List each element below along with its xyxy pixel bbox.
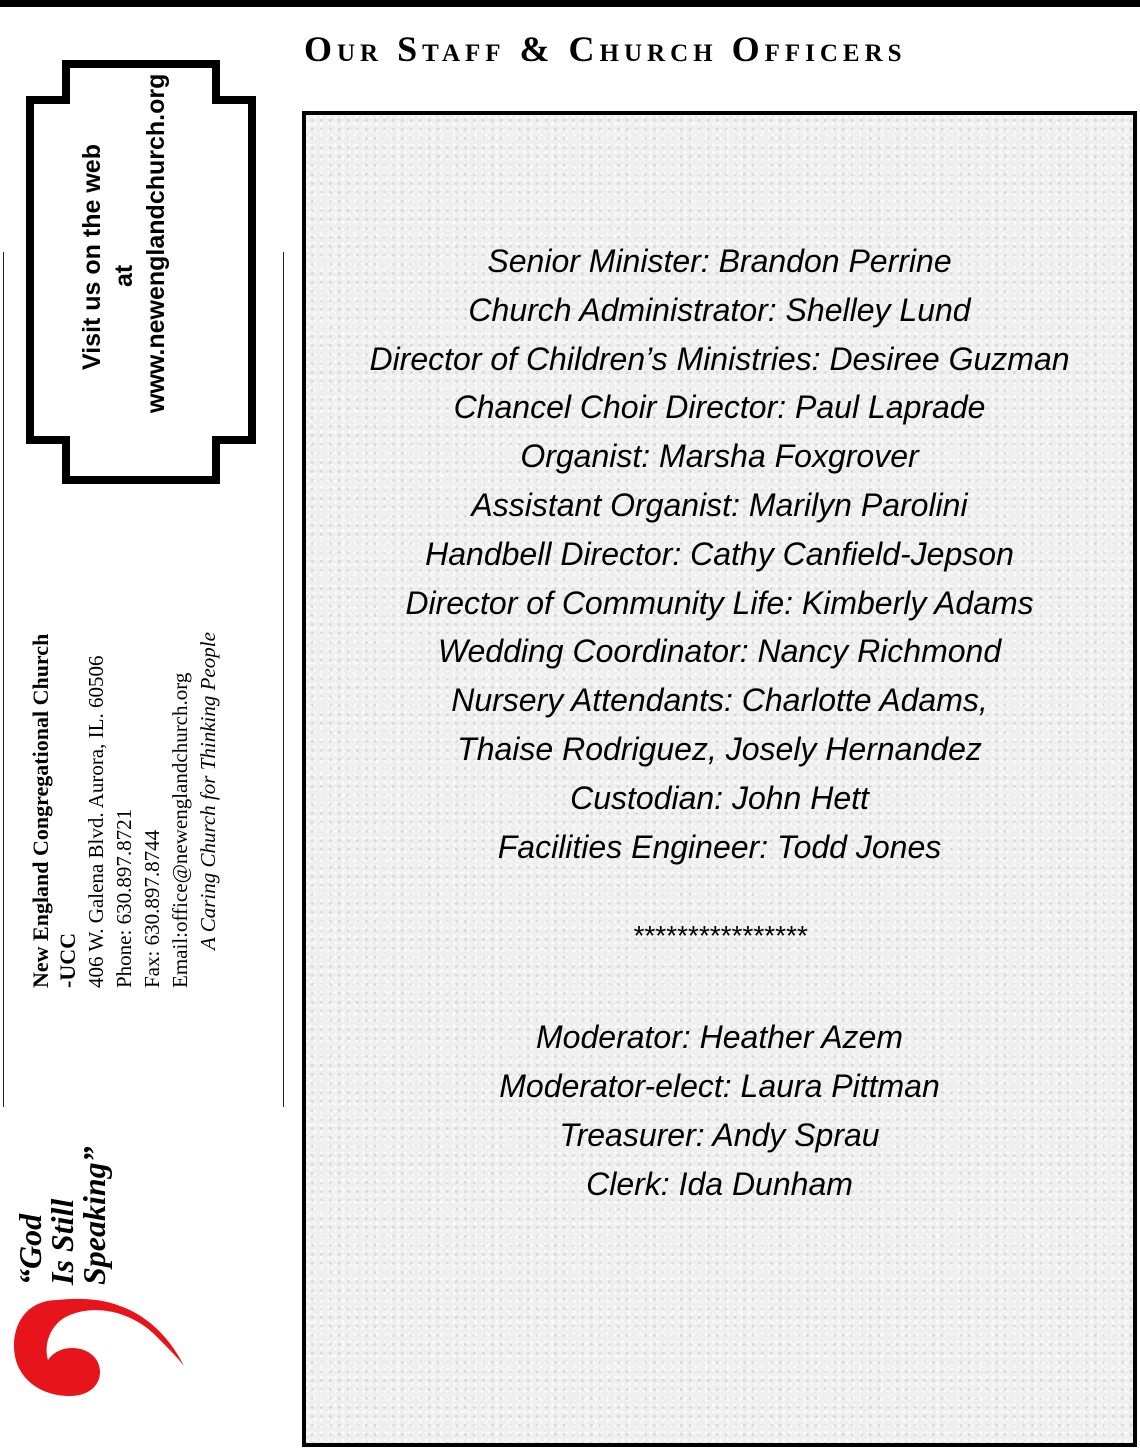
church-name-suffix: -UCC xyxy=(55,933,80,988)
page-title: Our Staff & Church Officers xyxy=(304,29,907,69)
church-tagline: A Caring Church for Thinking People xyxy=(196,632,220,950)
staff-line: Assistant Organist: Marilyn Parolini xyxy=(471,486,968,523)
officer-line: Moderator: Heather Azem xyxy=(536,1019,903,1056)
church-phone: Phone: 630.897.8721 xyxy=(112,808,136,988)
staff-line: Wedding Coordinator: Nancy Richmond xyxy=(437,633,1002,670)
church-fax: Fax: 630.897.8744 xyxy=(140,829,164,988)
right-rule xyxy=(283,252,284,1107)
web-box-line2: at xyxy=(110,264,138,287)
staff-line: Facilities Engineer: Todd Jones xyxy=(497,828,942,865)
web-box-url[interactable]: www.newenglandchurch.org xyxy=(142,73,170,413)
staff-line: Handbell Director: Cathy Canfield-Jepson xyxy=(425,535,1014,572)
staff-line: Nursery Attendants: Charlotte Adams, xyxy=(451,682,988,719)
top-rule xyxy=(0,0,1140,7)
separator: **************** xyxy=(632,920,807,952)
staff-line: Director of Children’s Ministries: Desiree Guzman xyxy=(369,340,1070,377)
staff-line: Thaise Rodriguez, Josely Hernandez xyxy=(457,730,982,767)
officers-list xyxy=(306,1013,1133,1208)
church-email[interactable]: Email:office@newenglandchurch.org xyxy=(168,672,192,988)
officer-line: Clerk: Ida Dunham xyxy=(586,1165,853,1202)
officer-line: Moderator-elect: Laura Pittman xyxy=(499,1068,940,1105)
slogan-line1: “God xyxy=(12,1213,48,1285)
ucc-comma-logo-icon xyxy=(8,1288,188,1404)
staff-line: Custodian: John Hett xyxy=(570,779,869,816)
church-name: New England Congregational Church xyxy=(28,633,53,988)
left-rule xyxy=(3,252,4,1107)
officer-line: Treasurer: Andy Sprau xyxy=(559,1116,880,1153)
staff-line: Church Administrator: Shelley Lund xyxy=(468,291,971,328)
slogan-line3: Speaking” xyxy=(76,1146,112,1285)
staff-line: Director of Community Life: Kimberly Adams xyxy=(405,584,1034,621)
church-address: 406 W. Galena Blvd. Aurora, IL. 60506 xyxy=(84,655,108,988)
staff-line: Organist: Marsha Foxgrover xyxy=(520,438,919,475)
staff-line: Senior Minister: Brandon Perrine xyxy=(487,243,952,279)
staff-line: Chancel Choir Director: Paul Laprade xyxy=(453,389,986,426)
staff-panel xyxy=(302,111,1137,1447)
web-box-line1: Visit us on the web xyxy=(78,144,106,370)
staff-list xyxy=(306,237,1133,1209)
slogan-line2: Is Still xyxy=(44,1198,80,1285)
